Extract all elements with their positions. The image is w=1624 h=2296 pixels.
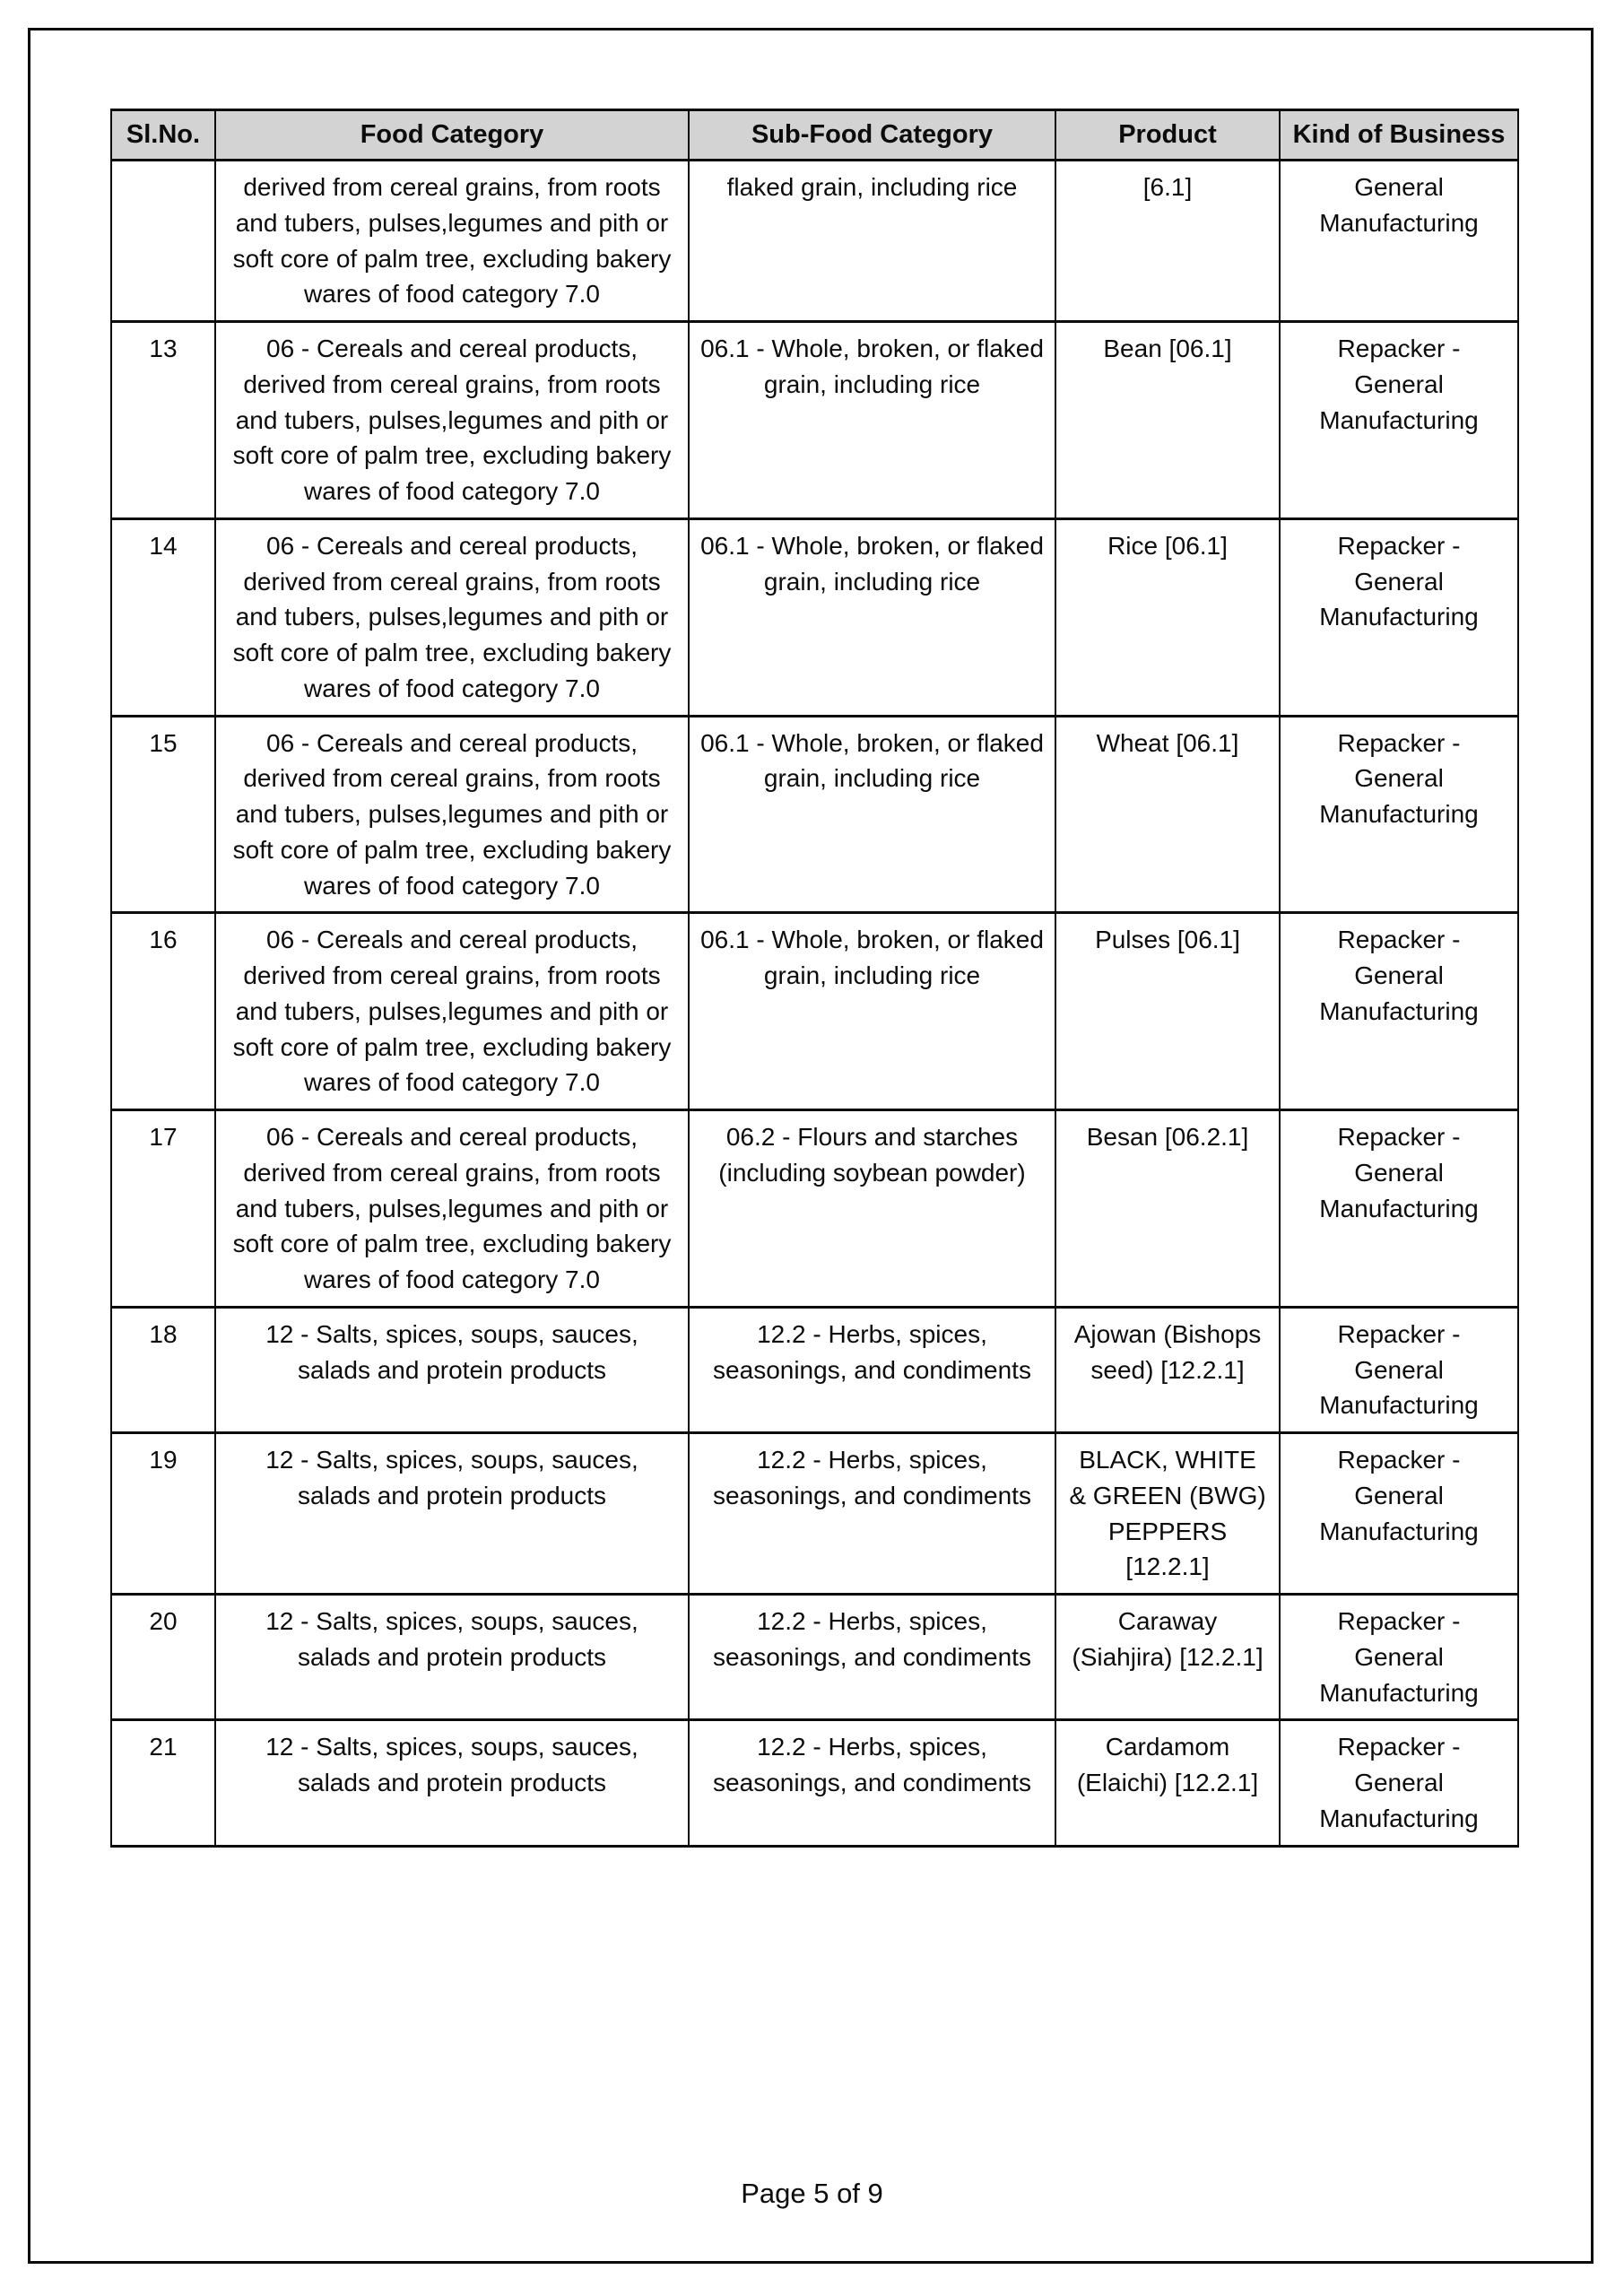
cell-product: Caraway (Siahjira) [12.2.1] — [1055, 1595, 1280, 1720]
table-row — [111, 716, 1518, 913]
cell-product: [6.1] — [1055, 161, 1280, 322]
cell-sub-food-category: 06.1 - Whole, broken, or flaked grain, including rice — [689, 913, 1055, 1110]
table-row — [111, 1720, 1518, 1846]
table-row — [111, 322, 1518, 519]
cell-sub-food-category: flaked grain, including rice — [689, 161, 1055, 322]
cell-sl-no — [111, 161, 215, 322]
table-row — [111, 518, 1518, 716]
cell-product: Bean [06.1] — [1055, 322, 1280, 519]
cell-food-category: 12 - Salts, spices, soups, sauces, salads and protein products — [215, 1720, 689, 1846]
cell-product: Besan [06.2.1] — [1055, 1110, 1280, 1308]
cell-sub-food-category: 12.2 - Herbs, spices, seasonings, and condiments — [689, 1307, 1055, 1432]
column-header-sub-food-category: Sub-Food Category — [689, 110, 1055, 161]
table-row — [111, 1595, 1518, 1720]
cell-sl-no: 18 — [111, 1307, 215, 1432]
cell-kind-of-business: Repacker - General Manufacturing — [1280, 1110, 1518, 1308]
table-row — [111, 1307, 1518, 1432]
cell-sl-no: 17 — [111, 1110, 215, 1308]
cell-food-category: 06 - Cereals and cereal products, derived from cereal grains, from roots and tubers, pulses,legumes and pith or soft core of palm tree, excluding bakery wares of food category 7.0 — [215, 913, 689, 1110]
cell-kind-of-business: Repacker - General Manufacturing — [1280, 716, 1518, 913]
column-header-kind-of-business: Kind of Business — [1280, 110, 1518, 161]
cell-product: Pulses [06.1] — [1055, 913, 1280, 1110]
cell-kind-of-business: Repacker - General Manufacturing — [1280, 1720, 1518, 1846]
cell-kind-of-business: Repacker - General Manufacturing — [1280, 322, 1518, 519]
cell-food-category: derived from cereal grains, from roots and tubers, pulses,legumes and pith or soft core of palm tree, excluding bakery wares of food category 7.0 — [215, 161, 689, 322]
food-category-table — [110, 109, 1519, 1848]
cell-kind-of-business: Repacker - General Manufacturing — [1280, 518, 1518, 716]
cell-sl-no: 13 — [111, 322, 215, 519]
column-header-food-category: Food Category — [215, 110, 689, 161]
cell-sl-no: 19 — [111, 1433, 215, 1595]
cell-kind-of-business: Repacker - General Manufacturing — [1280, 1433, 1518, 1595]
cell-product: Rice [06.1] — [1055, 518, 1280, 716]
column-header-product: Product — [1055, 110, 1280, 161]
cell-food-category: 06 - Cereals and cereal products, derived from cereal grains, from roots and tubers, pulses,legumes and pith or soft core of palm tree, excluding bakery wares of food category 7.0 — [215, 322, 689, 519]
cell-kind-of-business: General Manufacturing — [1280, 161, 1518, 322]
cell-kind-of-business: Repacker - General Manufacturing — [1280, 1307, 1518, 1432]
cell-food-category: 12 - Salts, spices, soups, sauces, salads and protein products — [215, 1307, 689, 1432]
cell-product: Ajowan (Bishops seed) [12.2.1] — [1055, 1307, 1280, 1432]
cell-product: BLACK, WHITE & GREEN (BWG) PEPPERS [12.2.1] — [1055, 1433, 1280, 1595]
cell-sl-no: 15 — [111, 716, 215, 913]
cell-food-category: 06 - Cereals and cereal products, derived from cereal grains, from roots and tubers, pulses,legumes and pith or soft core of palm tree, excluding bakery wares of food category 7.0 — [215, 518, 689, 716]
table-row — [111, 161, 1518, 322]
cell-product: Wheat [06.1] — [1055, 716, 1280, 913]
cell-food-category: 06 - Cereals and cereal products, derived from cereal grains, from roots and tubers, pulses,legumes and pith or soft core of palm tree, excluding bakery wares of food category 7.0 — [215, 1110, 689, 1308]
table-row — [111, 1110, 1518, 1308]
page-number: Page 5 of 9 — [741, 2178, 883, 2209]
cell-sub-food-category: 06.2 - Flours and starches (including soybean powder) — [689, 1110, 1055, 1308]
table-row — [111, 1433, 1518, 1595]
cell-sub-food-category: 12.2 - Herbs, spices, seasonings, and condiments — [689, 1595, 1055, 1720]
cell-sl-no: 16 — [111, 913, 215, 1110]
cell-food-category: 12 - Salts, spices, soups, sauces, salads and protein products — [215, 1595, 689, 1720]
cell-kind-of-business: Repacker - General Manufacturing — [1280, 1595, 1518, 1720]
cell-product: Cardamom (Elaichi) [12.2.1] — [1055, 1720, 1280, 1846]
cell-sub-food-category: 06.1 - Whole, broken, or flaked grain, including rice — [689, 518, 1055, 716]
cell-food-category: 12 - Salts, spices, soups, sauces, salads and protein products — [215, 1433, 689, 1595]
table-body — [111, 161, 1518, 1847]
column-header-sl-no: Sl.No. — [111, 110, 215, 161]
cell-sl-no: 20 — [111, 1595, 215, 1720]
cell-sub-food-category: 12.2 - Herbs, spices, seasonings, and condiments — [689, 1433, 1055, 1595]
cell-food-category: 06 - Cereals and cereal products, derived from cereal grains, from roots and tubers, pulses,legumes and pith or soft core of palm tree, excluding bakery wares of food category 7.0 — [215, 716, 689, 913]
cell-sl-no: 21 — [111, 1720, 215, 1846]
cell-kind-of-business: Repacker - General Manufacturing — [1280, 913, 1518, 1110]
table-row — [111, 913, 1518, 1110]
cell-sl-no: 14 — [111, 518, 215, 716]
cell-sub-food-category: 06.1 - Whole, broken, or flaked grain, including rice — [689, 716, 1055, 913]
table-header-row — [111, 110, 1518, 161]
cell-sub-food-category: 12.2 - Herbs, spices, seasonings, and condiments — [689, 1720, 1055, 1846]
cell-sub-food-category: 06.1 - Whole, broken, or flaked grain, including rice — [689, 322, 1055, 519]
